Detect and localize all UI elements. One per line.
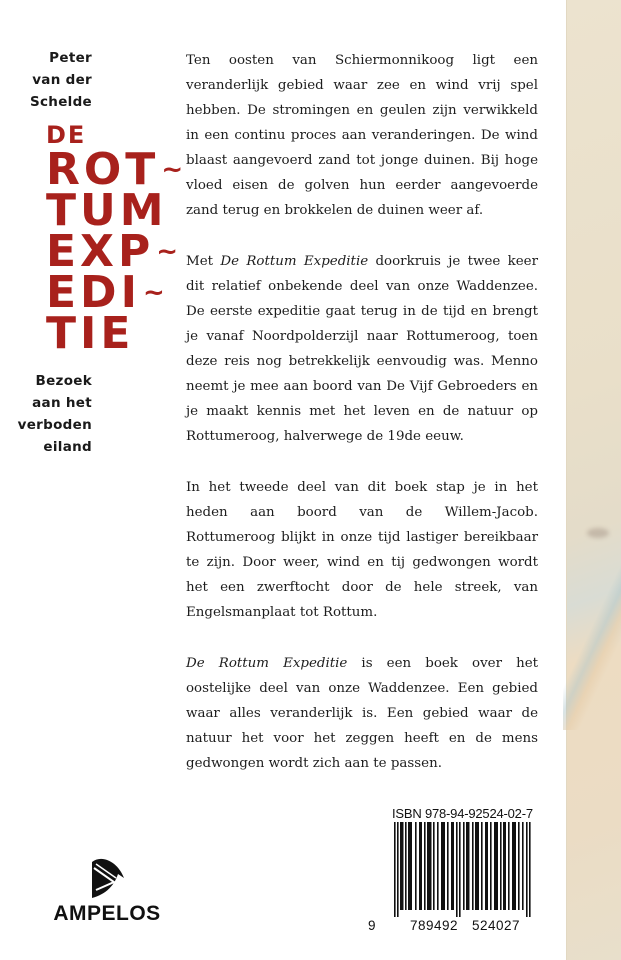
author-line: van der xyxy=(32,72,92,88)
book-title-italic: De Rottum Expeditie xyxy=(186,656,348,671)
paper-stain xyxy=(587,528,609,538)
author-line: Schelde xyxy=(29,94,92,110)
tilde-hyphen-icon: ~ xyxy=(161,155,184,185)
publisher-name: AMPELOS xyxy=(53,902,161,925)
blurb-paragraph-1: Ten oosten van Schiermonnikoog ligt een veranderlijk gebied waar zee en wind vrij spel hebben. De stromingen en geulen zijn verwikkeld in een continu proces aan veranderingen. De wind blaast aangevoerd zand tot jonge duinen. Bij hoge vloed eisen de golven hun eerder aangevoerde zand terug en brokkelen de duinen weer af. xyxy=(186,53,538,218)
paper-vein xyxy=(563,560,621,730)
subtitle-line: aan het xyxy=(32,395,92,411)
barcode-digits-left: 789492 xyxy=(410,918,459,933)
title-line: EDI~ xyxy=(46,267,165,318)
barcode-digit: 9 xyxy=(368,918,376,933)
subtitle-line: Bezoek xyxy=(35,373,92,389)
barcode-digits-right: 524027 xyxy=(472,918,521,933)
blurb-text xyxy=(186,48,538,802)
author-name xyxy=(30,47,92,113)
blurb-paragraph-4: De Rottum Expeditie is een boek over het oostelijke deel van onze Waddenzee. Een gebied waar alles veranderlijk is. Een gebied waar de natuur het voor het zeggen heeft en de mens gedwongen wordt zich aan te passen. xyxy=(186,656,538,771)
isbn-label: ISBN 978-94-92524-02-7 xyxy=(392,806,533,821)
tilde-hyphen-icon: ~ xyxy=(156,237,179,267)
title-line: ROT~ xyxy=(46,144,184,195)
barcode-icon xyxy=(394,822,531,917)
title-article: DE xyxy=(46,121,87,149)
subtitle-line: eiland xyxy=(43,439,92,455)
title-line: TIE xyxy=(46,308,135,359)
book-subtitle xyxy=(18,370,92,458)
tilde-hyphen-icon: ~ xyxy=(142,278,165,308)
title-line: EXP~ xyxy=(46,226,179,277)
book-title xyxy=(46,121,184,359)
paper-texture-strip xyxy=(566,0,621,960)
blurb-paragraph-2: Met De Rottum Expeditie doorkruis je twee keer dit relatief onbekende deel van onze Waddenzee. De eerste expeditie gaat terug in de tijd en brengt je vanaf Noordpolderzijl naar Rottumeroog, toen deze reis nog betrekkelijk eenvoudig was. Menno neemt je mee aan boord van De Vijf Gebroeders en je maakt kennis met het leven en de natuur op Rottumeroog, halverwege de 19de eeuw. xyxy=(186,254,538,444)
blurb-paragraph-3: In het tweede deel van dit boek stap je in het heden aan boord van de Willem-Jacob. Rottumeroog blijkt in onze tijd lastiger bereikbaar te zijn. Door weer, wind en tij gedwongen wordt het een zwerftocht door de hele streek, van Engelsmanplaat tot Rottum. xyxy=(186,480,538,620)
ampelos-logo-icon xyxy=(84,856,128,900)
book-title-italic: De Rottum Expeditie xyxy=(220,254,369,269)
author-line: Peter xyxy=(49,50,92,66)
publisher-logo xyxy=(46,856,166,936)
subtitle-line: verboden xyxy=(17,417,92,433)
title-line: TUM xyxy=(46,185,168,236)
